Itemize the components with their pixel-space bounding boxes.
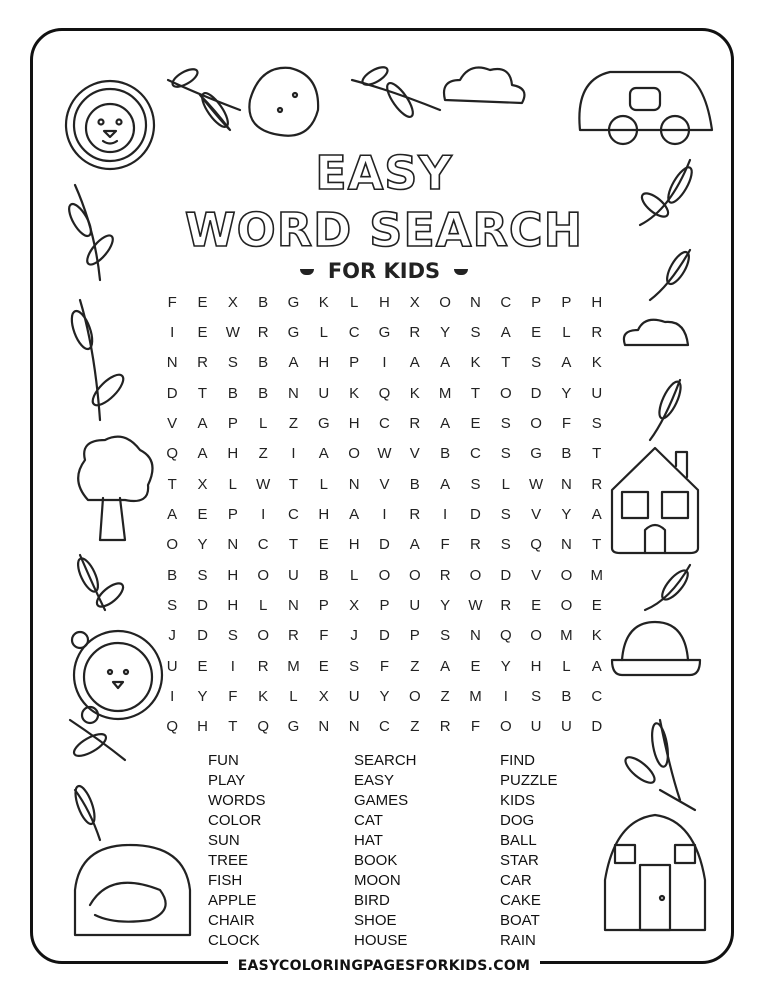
grid-letter[interactable]: Y xyxy=(561,384,572,402)
grid-letter[interactable]: H xyxy=(318,505,330,523)
grid-letter[interactable]: I xyxy=(503,687,508,705)
grid-letter[interactable]: F xyxy=(228,687,238,705)
grid-letter[interactable]: J xyxy=(168,627,176,645)
subtitle-text: FOR KIDS xyxy=(327,259,441,283)
grid-letter[interactable]: H xyxy=(530,657,542,675)
grid-letter[interactable]: K xyxy=(591,354,602,372)
grid-letter[interactable]: A xyxy=(409,536,420,554)
grid-letter[interactable]: C xyxy=(591,687,603,705)
grid-letter[interactable]: Y xyxy=(561,505,572,523)
grid-letter[interactable]: C xyxy=(470,445,481,463)
grid-letter[interactable]: X xyxy=(349,596,360,614)
grid-letter[interactable]: A xyxy=(591,657,602,675)
grid-letter[interactable]: B xyxy=(561,687,572,705)
leaf-branch-icon xyxy=(74,555,127,611)
grid-letter[interactable]: U xyxy=(318,384,330,402)
title-line-1: EASY xyxy=(315,146,453,200)
grid-letter[interactable]: L xyxy=(228,475,237,493)
grid-letter[interactable]: K xyxy=(349,384,360,402)
word-list-item: APPLE xyxy=(208,892,257,909)
grid-letter[interactable]: E xyxy=(197,657,208,675)
grid-letter[interactable]: R xyxy=(409,323,421,341)
grid-letter[interactable]: V xyxy=(531,505,542,523)
grid-letter[interactable]: Q xyxy=(499,627,512,645)
grid-letter[interactable]: R xyxy=(288,627,299,645)
grid-letter[interactable]: Y xyxy=(197,536,208,554)
grid-letter[interactable]: H xyxy=(318,354,330,372)
grid-letter[interactable]: C xyxy=(379,414,390,432)
grid-letter[interactable]: L xyxy=(319,323,328,341)
grid-letter[interactable]: R xyxy=(257,323,269,341)
grid-letter[interactable]: D xyxy=(530,384,542,402)
footer xyxy=(0,957,768,975)
grid-letter[interactable]: Q xyxy=(530,536,542,554)
hat-icon xyxy=(612,622,700,675)
grid-letter[interactable]: E xyxy=(531,323,542,341)
grid-letter[interactable]: G xyxy=(287,718,300,736)
grid-letter[interactable]: N xyxy=(288,596,299,614)
grid-letter[interactable]: P xyxy=(531,293,542,311)
grid-letter[interactable]: F xyxy=(440,536,450,554)
grid-letter[interactable]: A xyxy=(440,475,451,493)
grid-letter[interactable]: L xyxy=(258,414,268,432)
grid-letter[interactable]: Z xyxy=(258,445,268,463)
grid-letter[interactable]: B xyxy=(258,293,269,311)
grid-letter[interactable]: D xyxy=(470,505,481,523)
grid-letter[interactable]: S xyxy=(500,505,511,523)
grid-letter[interactable]: S xyxy=(591,414,602,432)
grid-letter[interactable]: S xyxy=(349,657,360,675)
grid-letter[interactable]: S xyxy=(470,323,481,341)
grid-letter[interactable]: P xyxy=(227,414,238,432)
grid-letter[interactable]: F xyxy=(379,657,390,675)
grid-letter[interactable]: G xyxy=(530,445,542,463)
grid-letter[interactable]: C xyxy=(288,505,299,523)
grid-letter[interactable]: T xyxy=(470,384,481,402)
grid-letter[interactable]: N xyxy=(348,475,360,493)
grid-letter[interactable]: N xyxy=(470,293,481,311)
grid-letter[interactable]: W xyxy=(529,475,544,493)
grid-letter[interactable]: B xyxy=(318,566,329,584)
grid-letter[interactable]: R xyxy=(439,566,451,584)
grid-letter[interactable]: W xyxy=(256,475,271,493)
grid-letter[interactable]: B xyxy=(409,475,420,493)
grid-letter[interactable]: H xyxy=(348,536,360,554)
grid-letter[interactable]: P xyxy=(379,596,390,614)
grid-letter[interactable]: Q xyxy=(257,718,269,736)
grid-letter[interactable]: S xyxy=(227,354,238,372)
word-list-item: BOAT xyxy=(500,912,540,929)
grid-letter[interactable]: W xyxy=(377,445,392,463)
grid-letter[interactable]: T xyxy=(167,475,177,493)
grid-letter[interactable]: V xyxy=(409,445,420,463)
grid-letter[interactable]: N xyxy=(348,718,360,736)
grid-letter[interactable]: F xyxy=(319,627,329,645)
grid-letter[interactable]: V xyxy=(167,414,178,432)
grid-letter[interactable]: A xyxy=(197,445,208,463)
grid-letter[interactable]: I xyxy=(443,505,448,523)
grid-letter[interactable]: Y xyxy=(500,657,511,675)
grid-letter[interactable]: A xyxy=(409,354,420,372)
grid-letter[interactable]: C xyxy=(500,293,512,311)
grid-letter[interactable]: S xyxy=(500,536,511,554)
grid-letter[interactable]: E xyxy=(318,657,329,675)
grid-letter[interactable]: T xyxy=(197,384,208,402)
grid-letter[interactable]: C xyxy=(257,536,269,554)
grid-letter[interactable]: H xyxy=(227,596,239,614)
grid-letter[interactable]: A xyxy=(318,445,329,463)
grid-letter[interactable]: B xyxy=(258,354,269,372)
grid-letter[interactable]: M xyxy=(287,657,300,675)
tree-icon xyxy=(78,437,152,540)
grid-letter[interactable]: H xyxy=(227,566,239,584)
grid-letter[interactable]: T xyxy=(592,536,602,554)
car-icon xyxy=(579,72,712,144)
grid-letter[interactable]: A xyxy=(561,354,572,372)
swash-left-icon xyxy=(300,269,314,275)
grid-letter[interactable]: H xyxy=(227,445,239,463)
grid-letter[interactable]: R xyxy=(439,718,451,736)
grid-letter[interactable]: M xyxy=(438,384,452,402)
grid-letter[interactable]: M xyxy=(590,566,603,584)
word-list-item: SHOE xyxy=(354,912,397,929)
grid-letter[interactable]: O xyxy=(378,566,391,584)
grid-letter[interactable]: N xyxy=(227,536,239,554)
grid-letter[interactable]: B xyxy=(167,566,178,584)
grid-letter[interactable]: G xyxy=(287,323,300,341)
grid-letter[interactable]: R xyxy=(591,323,603,341)
grid-letter[interactable]: G xyxy=(378,323,391,341)
grid-letter[interactable]: D xyxy=(197,627,208,645)
grid-letter[interactable]: S xyxy=(470,475,481,493)
grid-letter[interactable]: X xyxy=(318,687,329,705)
grid-letter[interactable]: O xyxy=(408,566,421,584)
grid-letter[interactable]: T xyxy=(228,718,238,736)
grid-letter[interactable]: Y xyxy=(440,323,451,341)
grid-letter[interactable]: O xyxy=(348,445,360,463)
grid-letter[interactable]: C xyxy=(379,718,390,736)
grid-letter[interactable]: O xyxy=(166,536,178,554)
grid-letter[interactable]: A xyxy=(167,505,178,523)
leaf-branch-icon xyxy=(645,565,692,610)
grid-letter[interactable]: Q xyxy=(166,445,178,463)
grid-letter[interactable]: N xyxy=(561,475,572,493)
grid-letter[interactable]: N xyxy=(318,718,330,736)
leaf-branch-icon xyxy=(70,720,125,760)
grid-letter[interactable]: A xyxy=(288,354,299,372)
grid-letter[interactable]: U xyxy=(288,566,299,584)
grid-letter[interactable]: X xyxy=(227,293,238,311)
word-list-item: BIRD xyxy=(354,892,390,909)
word-list-item: FISH xyxy=(208,872,243,889)
word-list-item: CHAIR xyxy=(208,912,255,929)
grid-letter[interactable]: L xyxy=(501,475,510,493)
grid-letter[interactable]: A xyxy=(197,414,208,432)
word-list-item: SEARCH xyxy=(354,752,417,769)
grid-letter[interactable]: I xyxy=(382,505,387,523)
grid-letter[interactable]: A xyxy=(440,354,451,372)
grid-letter[interactable]: S xyxy=(197,566,208,584)
word-list-item: GAMES xyxy=(354,792,409,809)
footer-website: EASYCOLORINGPAGESFORKIDS.COM xyxy=(228,958,541,974)
grid-letter[interactable]: A xyxy=(349,505,360,523)
grid-letter[interactable]: O xyxy=(408,687,421,705)
grid-letter[interactable]: N xyxy=(288,384,299,402)
grid-letter[interactable]: E xyxy=(470,414,481,432)
grid-letter[interactable]: L xyxy=(349,293,359,311)
grid-letter[interactable]: G xyxy=(317,414,330,432)
grid-letter[interactable]: D xyxy=(500,566,512,584)
grid-letter[interactable]: M xyxy=(560,627,573,645)
grid-letter[interactable]: V xyxy=(531,566,542,584)
letter-grid xyxy=(157,287,612,742)
grid-letter[interactable]: E xyxy=(591,596,602,614)
word-list-item: RAIN xyxy=(500,932,536,949)
grid-letter[interactable]: O xyxy=(560,596,573,614)
grid-letter[interactable]: R xyxy=(470,536,481,554)
word-list-item: STAR xyxy=(500,852,539,869)
cloud-icon xyxy=(624,320,688,345)
word-list-item: EASY xyxy=(354,772,395,789)
grid-letter[interactable]: G xyxy=(287,293,300,311)
grid-letter[interactable]: R xyxy=(500,596,512,614)
leaf-branch-icon xyxy=(168,66,240,131)
grid-letter[interactable]: H xyxy=(348,414,360,432)
grid-letter[interactable]: L xyxy=(349,566,359,584)
grid-letter[interactable]: C xyxy=(348,323,360,341)
grid-letter[interactable]: F xyxy=(470,718,481,736)
grid-letter[interactable]: I xyxy=(170,323,175,341)
word-list-item: HAT xyxy=(354,832,383,849)
leaf-branch-icon xyxy=(352,64,440,121)
grid-letter[interactable]: T xyxy=(501,354,511,372)
grid-letter[interactable]: O xyxy=(499,384,512,402)
grid-letter[interactable]: T xyxy=(592,445,602,463)
word-list-item: CAKE xyxy=(500,892,541,909)
word-list-item: BOOK xyxy=(354,852,398,869)
grid-letter[interactable]: X xyxy=(409,293,420,311)
grid-letter[interactable]: O xyxy=(439,293,451,311)
grid-letter[interactable]: P xyxy=(409,627,420,645)
grid-letter[interactable]: H xyxy=(379,293,390,311)
grid-letter[interactable]: M xyxy=(469,687,482,705)
grid-letter[interactable]: B xyxy=(440,445,451,463)
grid-letter[interactable]: I xyxy=(382,354,387,372)
grid-letter[interactable]: E xyxy=(531,596,542,614)
grid-letter[interactable]: L xyxy=(289,687,298,705)
grid-letter[interactable]: U xyxy=(348,687,360,705)
grid-letter[interactable]: L xyxy=(562,657,571,675)
grid-letter[interactable]: K xyxy=(318,293,329,311)
grid-letter[interactable]: S xyxy=(440,627,451,645)
grid-letter[interactable]: B xyxy=(561,445,572,463)
grid-letter[interactable]: R xyxy=(409,505,421,523)
grid-letter[interactable]: O xyxy=(469,566,482,584)
grid-letter[interactable]: H xyxy=(591,293,603,311)
grid-letter[interactable]: L xyxy=(258,596,268,614)
grid-letter[interactable]: A xyxy=(591,505,602,523)
grid-letter[interactable]: J xyxy=(350,627,358,645)
grid-letter[interactable]: Z xyxy=(288,414,299,432)
word-list-item: KIDS xyxy=(500,792,536,809)
grid-letter[interactable]: O xyxy=(499,718,512,736)
potato-icon xyxy=(249,68,318,136)
grid-letter[interactable]: E xyxy=(197,505,208,523)
grid-letter[interactable]: O xyxy=(257,627,269,645)
grid-letter[interactable]: Y xyxy=(379,687,390,705)
grid-letter[interactable]: V xyxy=(379,475,390,493)
grid-letter[interactable]: R xyxy=(197,354,208,372)
grid-letter[interactable]: F xyxy=(561,414,572,432)
grid-letter[interactable]: K xyxy=(258,687,269,705)
grid-letter[interactable]: K xyxy=(591,627,602,645)
grid-letter[interactable]: S xyxy=(531,354,542,372)
grid-letter[interactable]: H xyxy=(197,718,208,736)
grid-letter[interactable]: D xyxy=(379,627,390,645)
word-list-item: PUZZLE xyxy=(500,772,558,789)
grid-letter[interactable]: L xyxy=(319,475,328,493)
grid-letter[interactable]: A xyxy=(440,414,451,432)
grid-letter[interactable]: Q xyxy=(378,384,391,402)
word-list-item: FUN xyxy=(208,752,239,769)
grid-letter[interactable]: Q xyxy=(166,718,178,736)
grid-letter[interactable]: K xyxy=(409,384,420,402)
grid-letter[interactable]: E xyxy=(470,657,481,675)
word-list-item: DOG xyxy=(500,812,535,829)
grid-letter[interactable]: E xyxy=(318,536,329,554)
grid-letter[interactable]: R xyxy=(409,414,421,432)
word-list-item: SUN xyxy=(208,832,240,849)
grid-letter[interactable]: N xyxy=(561,536,572,554)
lion-cub-icon xyxy=(72,631,162,723)
grid-letter[interactable]: S xyxy=(500,414,511,432)
leaf-branch-icon xyxy=(68,300,128,420)
leaf-branch-icon xyxy=(650,379,685,440)
grid-letter[interactable]: D xyxy=(379,536,390,554)
grid-letter[interactable]: Z xyxy=(410,718,420,736)
grid-letter[interactable]: U xyxy=(409,596,421,614)
grid-letter[interactable]: R xyxy=(257,657,269,675)
grid-letter[interactable]: Y xyxy=(197,687,208,705)
grid-letter[interactable]: D xyxy=(197,596,208,614)
grid-letter[interactable]: S xyxy=(167,596,178,614)
sleeping-cat-icon xyxy=(75,845,190,935)
grid-letter[interactable]: B xyxy=(227,384,238,402)
grid-letter[interactable]: N xyxy=(470,627,481,645)
leaf-branch-icon xyxy=(72,784,100,840)
subtitle xyxy=(0,259,768,283)
grid-letter[interactable]: F xyxy=(167,293,177,311)
grid-letter[interactable]: P xyxy=(561,293,572,311)
grid-letter[interactable]: D xyxy=(166,384,178,402)
word-list-item: WORDS xyxy=(208,792,266,809)
grid-letter[interactable]: I xyxy=(230,657,235,675)
cloud-icon xyxy=(444,68,524,103)
word-list-item: CAT xyxy=(354,812,383,829)
grid-letter[interactable]: Z xyxy=(410,657,420,675)
word-list xyxy=(208,751,646,951)
grid-letter[interactable]: S xyxy=(227,627,238,645)
grid-letter[interactable]: O xyxy=(560,566,573,584)
grid-letter[interactable]: X xyxy=(197,475,208,493)
grid-letter[interactable]: R xyxy=(591,475,603,493)
grid-letter[interactable]: T xyxy=(288,536,299,554)
word-list-item: TREE xyxy=(208,852,249,869)
grid-letter[interactable]: S xyxy=(500,445,511,463)
grid-letter[interactable]: O xyxy=(530,627,542,645)
grid-letter[interactable]: A xyxy=(500,323,511,341)
grid-letter[interactable]: O xyxy=(257,566,269,584)
word-list-item: FIND xyxy=(500,752,535,769)
word-list-item: PLAY xyxy=(208,772,246,789)
word-list-item: HOUSE xyxy=(354,932,408,949)
grid-letter[interactable]: S xyxy=(531,687,542,705)
grid-letter[interactable]: E xyxy=(197,323,208,341)
grid-letter[interactable]: I xyxy=(291,445,296,463)
grid-letter[interactable]: B xyxy=(258,384,269,402)
grid-letter[interactable]: L xyxy=(562,323,571,341)
grid-letter[interactable]: P xyxy=(227,505,238,523)
word-list-item: MOON xyxy=(354,872,401,889)
grid-letter[interactable]: U xyxy=(561,718,572,736)
title-line-2: WORD SEARCH xyxy=(184,203,584,257)
word-list-item: COLOR xyxy=(208,812,262,829)
grid-letter[interactable]: I xyxy=(170,687,175,705)
grid-letter[interactable]: A xyxy=(440,657,451,675)
grid-letter[interactable]: P xyxy=(349,354,360,372)
grid-letter[interactable]: P xyxy=(318,596,329,614)
word-list-item: CAR xyxy=(500,872,532,889)
grid-letter[interactable]: W xyxy=(225,323,240,341)
grid-letter[interactable]: U xyxy=(166,657,178,675)
word-list-item: CLOCK xyxy=(208,932,260,949)
grid-letter[interactable]: D xyxy=(591,718,603,736)
house-icon xyxy=(612,448,698,553)
word-list-item: BALL xyxy=(500,832,537,849)
grid-letter[interactable]: Y xyxy=(440,596,451,614)
grid-letter[interactable]: E xyxy=(197,293,208,311)
grid-letter[interactable]: U xyxy=(591,384,603,402)
grid-letter[interactable]: U xyxy=(530,718,542,736)
grid-letter[interactable]: I xyxy=(261,505,266,523)
grid-letter[interactable]: T xyxy=(288,475,299,493)
grid-letter[interactable]: Z xyxy=(440,687,450,705)
grid-letter[interactable]: K xyxy=(470,354,481,372)
grid-letter[interactable]: W xyxy=(468,596,483,614)
grid-letter[interactable]: N xyxy=(166,354,178,372)
grid-letter[interactable]: O xyxy=(530,414,542,432)
swash-right-icon xyxy=(454,269,468,275)
